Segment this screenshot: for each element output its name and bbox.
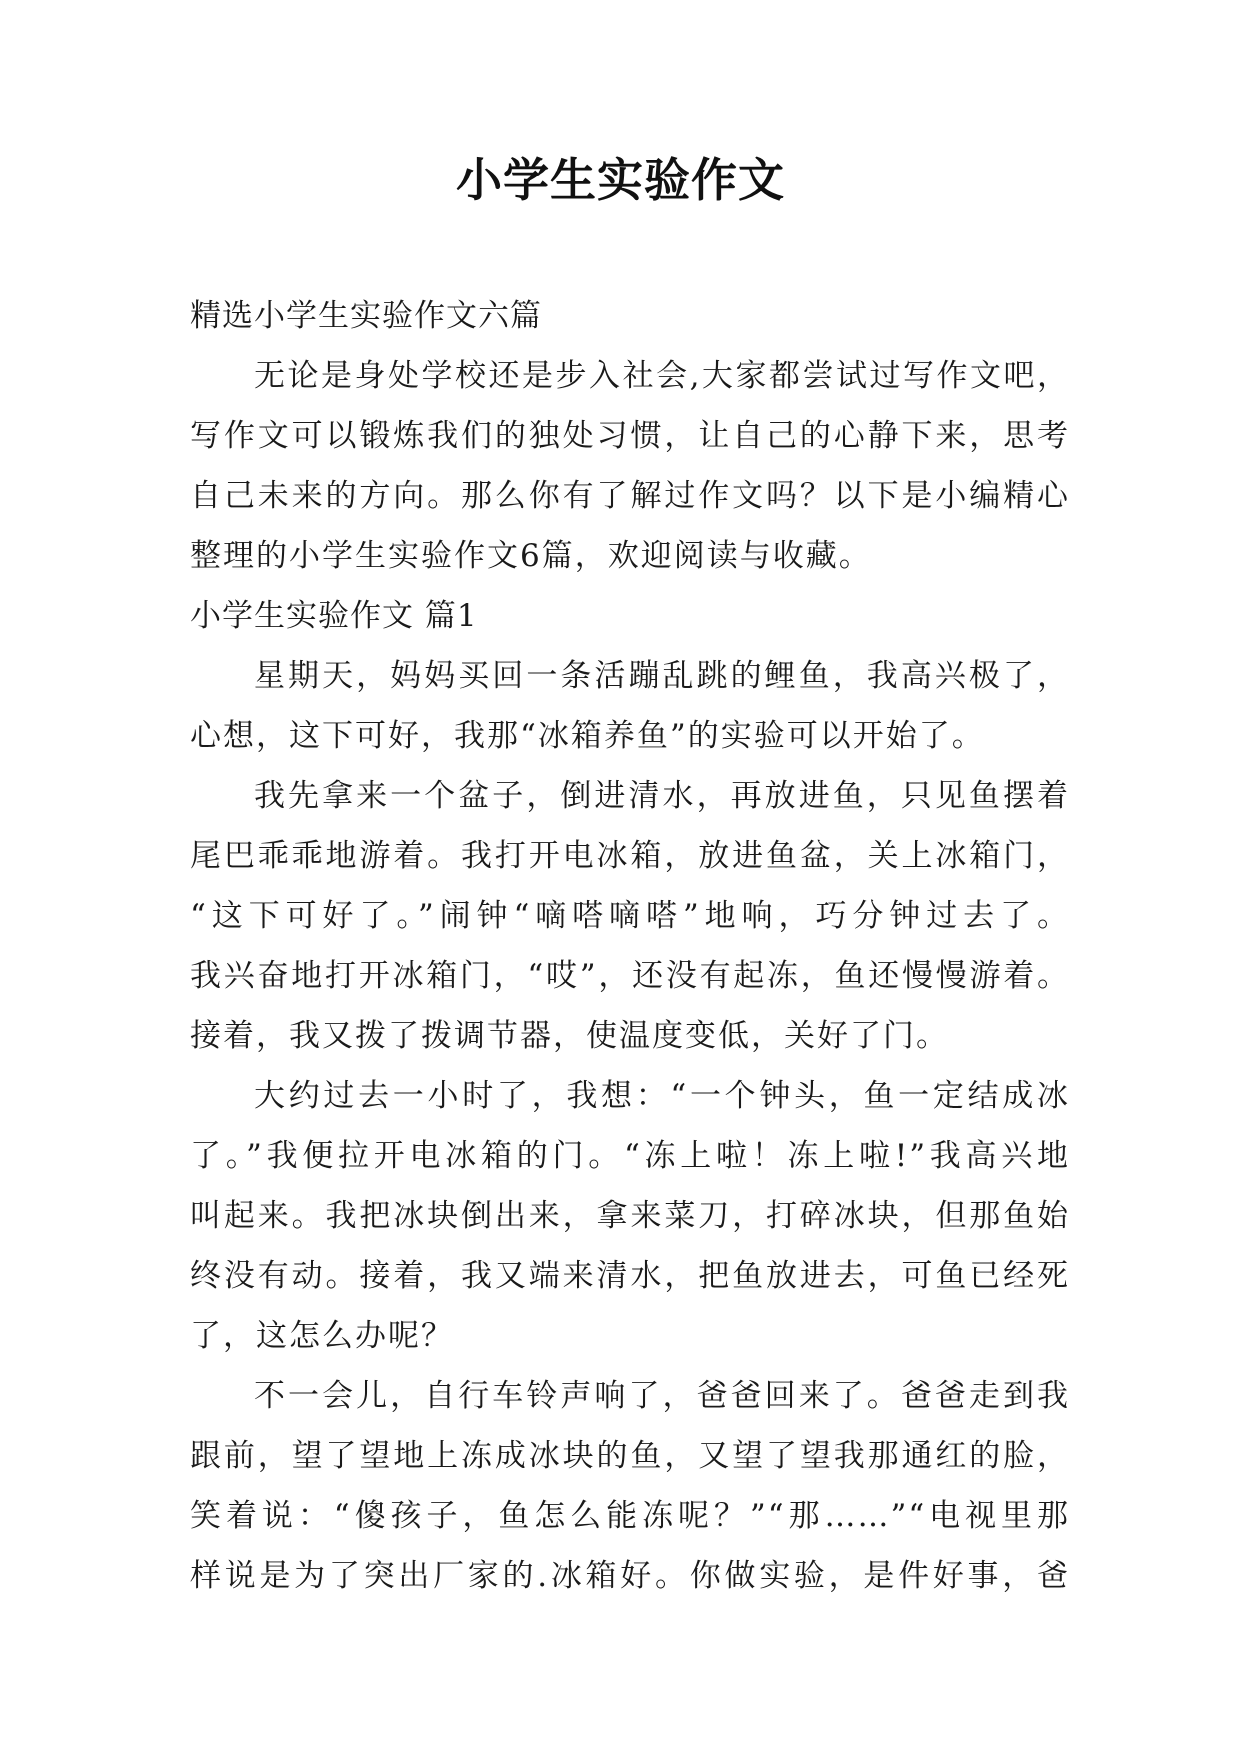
paragraph-line: 笑着说：“傻孩子，鱼怎么能冻呢？”“那……”“电视里那	[190, 1498, 1070, 1534]
paragraph-line: 叫起来。我把冰块倒出来，拿来菜刀，打碎冰块，但那鱼始	[190, 1198, 1070, 1234]
section-heading: 小学生实验作文 篇1	[190, 598, 478, 634]
paragraph-line: 不一会儿，自行车铃声响了，爸爸回来了。爸爸走到我	[254, 1378, 1070, 1414]
paragraph-line: 尾巴乖乖地游着。我打开电冰箱，放进鱼盆，关上冰箱门，	[190, 838, 1070, 874]
paragraph-line: 星期天，妈妈买回一条活蹦乱跳的鲤鱼，我高兴极了，	[254, 658, 1070, 694]
section-heading: 精选小学生实验作文六篇	[190, 298, 542, 334]
paragraph-line: 无论是身处学校还是步入社会,大家都尝试过写作文吧，	[254, 358, 1070, 394]
paragraph-line: 跟前，望了望地上冻成冰块的鱼，又望了望我那通红的脸，	[190, 1438, 1070, 1474]
paragraph-line: 自己未来的方向。那么你有了解过作文吗？以下是小编精心	[190, 478, 1070, 514]
paragraph-line: “这下可好了。”闹钟“嘀嗒嘀嗒”地响，巧分钟过去了。	[190, 898, 1070, 934]
paragraph-line: 大约过去一小时了，我想：“一个钟头，鱼一定结成冰	[254, 1078, 1070, 1114]
paragraph-line: 终没有动。接着，我又端来清水，把鱼放进去，可鱼已经死	[190, 1258, 1070, 1294]
paragraph-line: 了，这怎么办呢？	[190, 1318, 454, 1354]
document-body	[190, 286, 1070, 1606]
paragraph-line: 我兴奋地打开冰箱门，“哎”，还没有起冻，鱼还慢慢游着。	[190, 958, 1070, 994]
paragraph-line: 了。”我便拉开电冰箱的门。“冻上啦！冻上啦!”我高兴地	[190, 1138, 1070, 1174]
document-title: 小学生实验作文	[456, 153, 785, 207]
paragraph-line: 心想，这下可好，我那“冰箱养鱼”的实验可以开始了。	[190, 718, 985, 754]
paragraph-line: 接着，我又拨了拨调节器，使温度变低，关好了门。	[190, 1018, 949, 1054]
paragraph-line: 写作文可以锻炼我们的独处习惯，让自己的心静下来，思考	[190, 418, 1070, 454]
paragraph-line: 整理的小学生实验作文6篇，欢迎阅读与收藏。	[190, 538, 872, 574]
paragraph-line: 样说是为了突出厂家的.冰箱好。你做实验，是件好事，爸	[190, 1558, 1070, 1594]
paragraph-line: 我先拿来一个盆子，倒进清水，再放进鱼，只见鱼摆着	[254, 778, 1070, 814]
